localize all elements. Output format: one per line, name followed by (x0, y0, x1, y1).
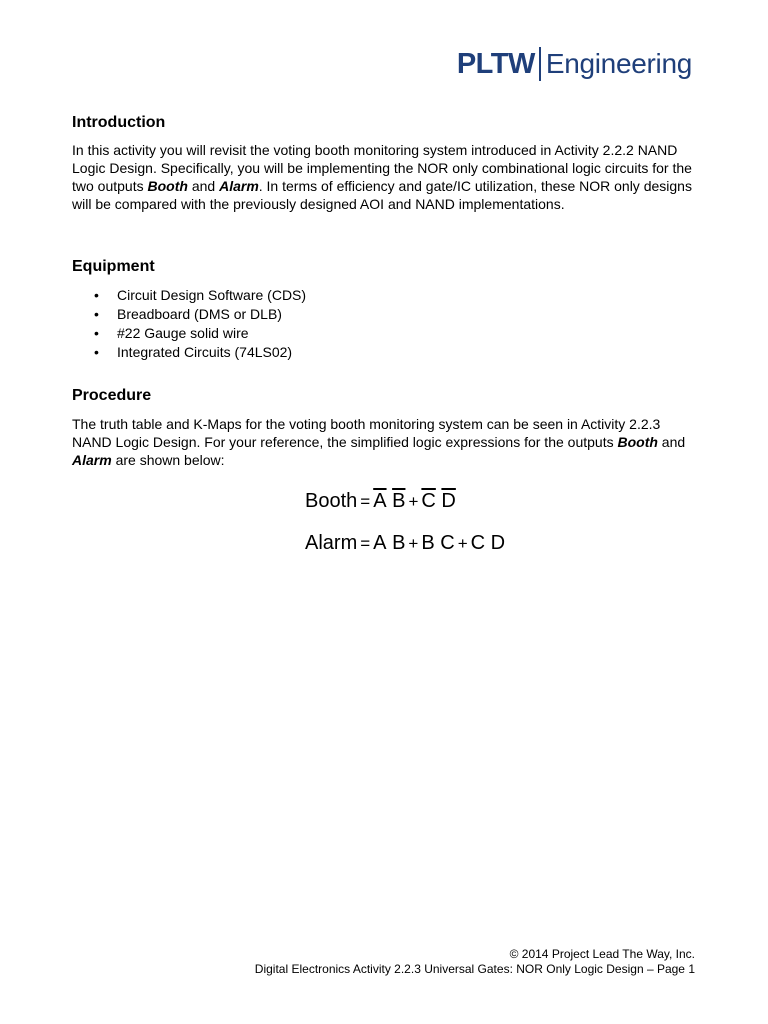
var-d-bar: $\overline{D}$ (441, 490, 456, 512)
proc-alarm: Alarm (72, 452, 112, 468)
intro-and: and (187, 178, 220, 194)
list-item (72, 305, 698, 324)
var-d: D (490, 532, 506, 554)
var-b-bar: $\overline{B}$ (392, 490, 406, 512)
equipment-list (72, 286, 698, 362)
list-item (72, 324, 698, 343)
introduction-heading: Introduction (72, 114, 166, 131)
list-item-text: Integrated Circuits (74LS02) (117, 344, 293, 360)
intro-text-2: . In terms of efficiency and gate/IC utilization, these NOR only designs will be compared with the previously designed AOI and NAND implementations. (72, 178, 692, 212)
equals-sign: = (360, 534, 371, 553)
bullet-icon: • (94, 344, 99, 360)
var-a: A (373, 532, 387, 554)
var-b: B (392, 532, 406, 554)
intro-booth: Booth (147, 178, 188, 194)
alarm-equation-label: Alarm (305, 532, 358, 554)
var-a-bar: $\overline{A}$ (373, 490, 387, 512)
var-b: B (421, 532, 435, 554)
logo-product: Engineering (545, 48, 692, 79)
procedure-paragraph (72, 415, 698, 469)
alarm-equation (305, 532, 505, 555)
var-c: C (470, 532, 486, 554)
intro-alarm: Alarm (219, 178, 259, 194)
footer-copyright: © 2014 Project Lead The Way, Inc. (509, 947, 695, 961)
booth-equation (305, 490, 456, 513)
procedure-heading: Procedure (72, 387, 152, 404)
bullet-icon: • (94, 306, 99, 322)
list-item (72, 343, 698, 362)
var-c: C (440, 532, 455, 554)
proc-text-1: The truth table and K-Maps for the voting booth monitoring system can be seen in Activity 2.2.3 NAND Logic Design. For your reference, the simplified logic expressions for the outputs (72, 416, 661, 450)
list-item (72, 286, 698, 305)
bullet-icon: • (94, 287, 99, 303)
bullet-icon: • (94, 325, 99, 341)
introduction-paragraph (72, 141, 698, 213)
plus-sign: + (408, 534, 419, 553)
logo-divider (539, 47, 541, 81)
list-item-text: #22 Gauge solid wire (117, 325, 249, 341)
plus-sign: + (408, 492, 419, 511)
var-c-bar: $\overline{C}$ (421, 490, 436, 512)
proc-and: and (657, 434, 686, 450)
equals-sign: = (360, 492, 371, 511)
logo-brand: PLTW (456, 47, 535, 80)
pltw-engineering-logo (457, 44, 692, 84)
intro-text-1: In this activity you will revisit the voting booth monitoring system introduced in Activity 2.2.2 NAND Logic Design. Specifically, you will be implementing the NOR only combinational logic circuits for the two outputs (72, 142, 692, 194)
booth-equation-label: Booth (305, 490, 358, 512)
list-item-text: Breadboard (DMS or DLB) (117, 306, 282, 322)
proc-text-2: are shown below: (111, 452, 225, 468)
plus-sign: + (457, 534, 468, 553)
proc-booth: Booth (617, 434, 658, 450)
equipment-heading: Equipment (72, 258, 155, 275)
list-item-text: Circuit Design Software (CDS) (117, 287, 307, 303)
footer-page-info: Digital Electronics Activity 2.2.3 Universal Gates: NOR Only Logic Design – Page 1 (254, 962, 695, 976)
